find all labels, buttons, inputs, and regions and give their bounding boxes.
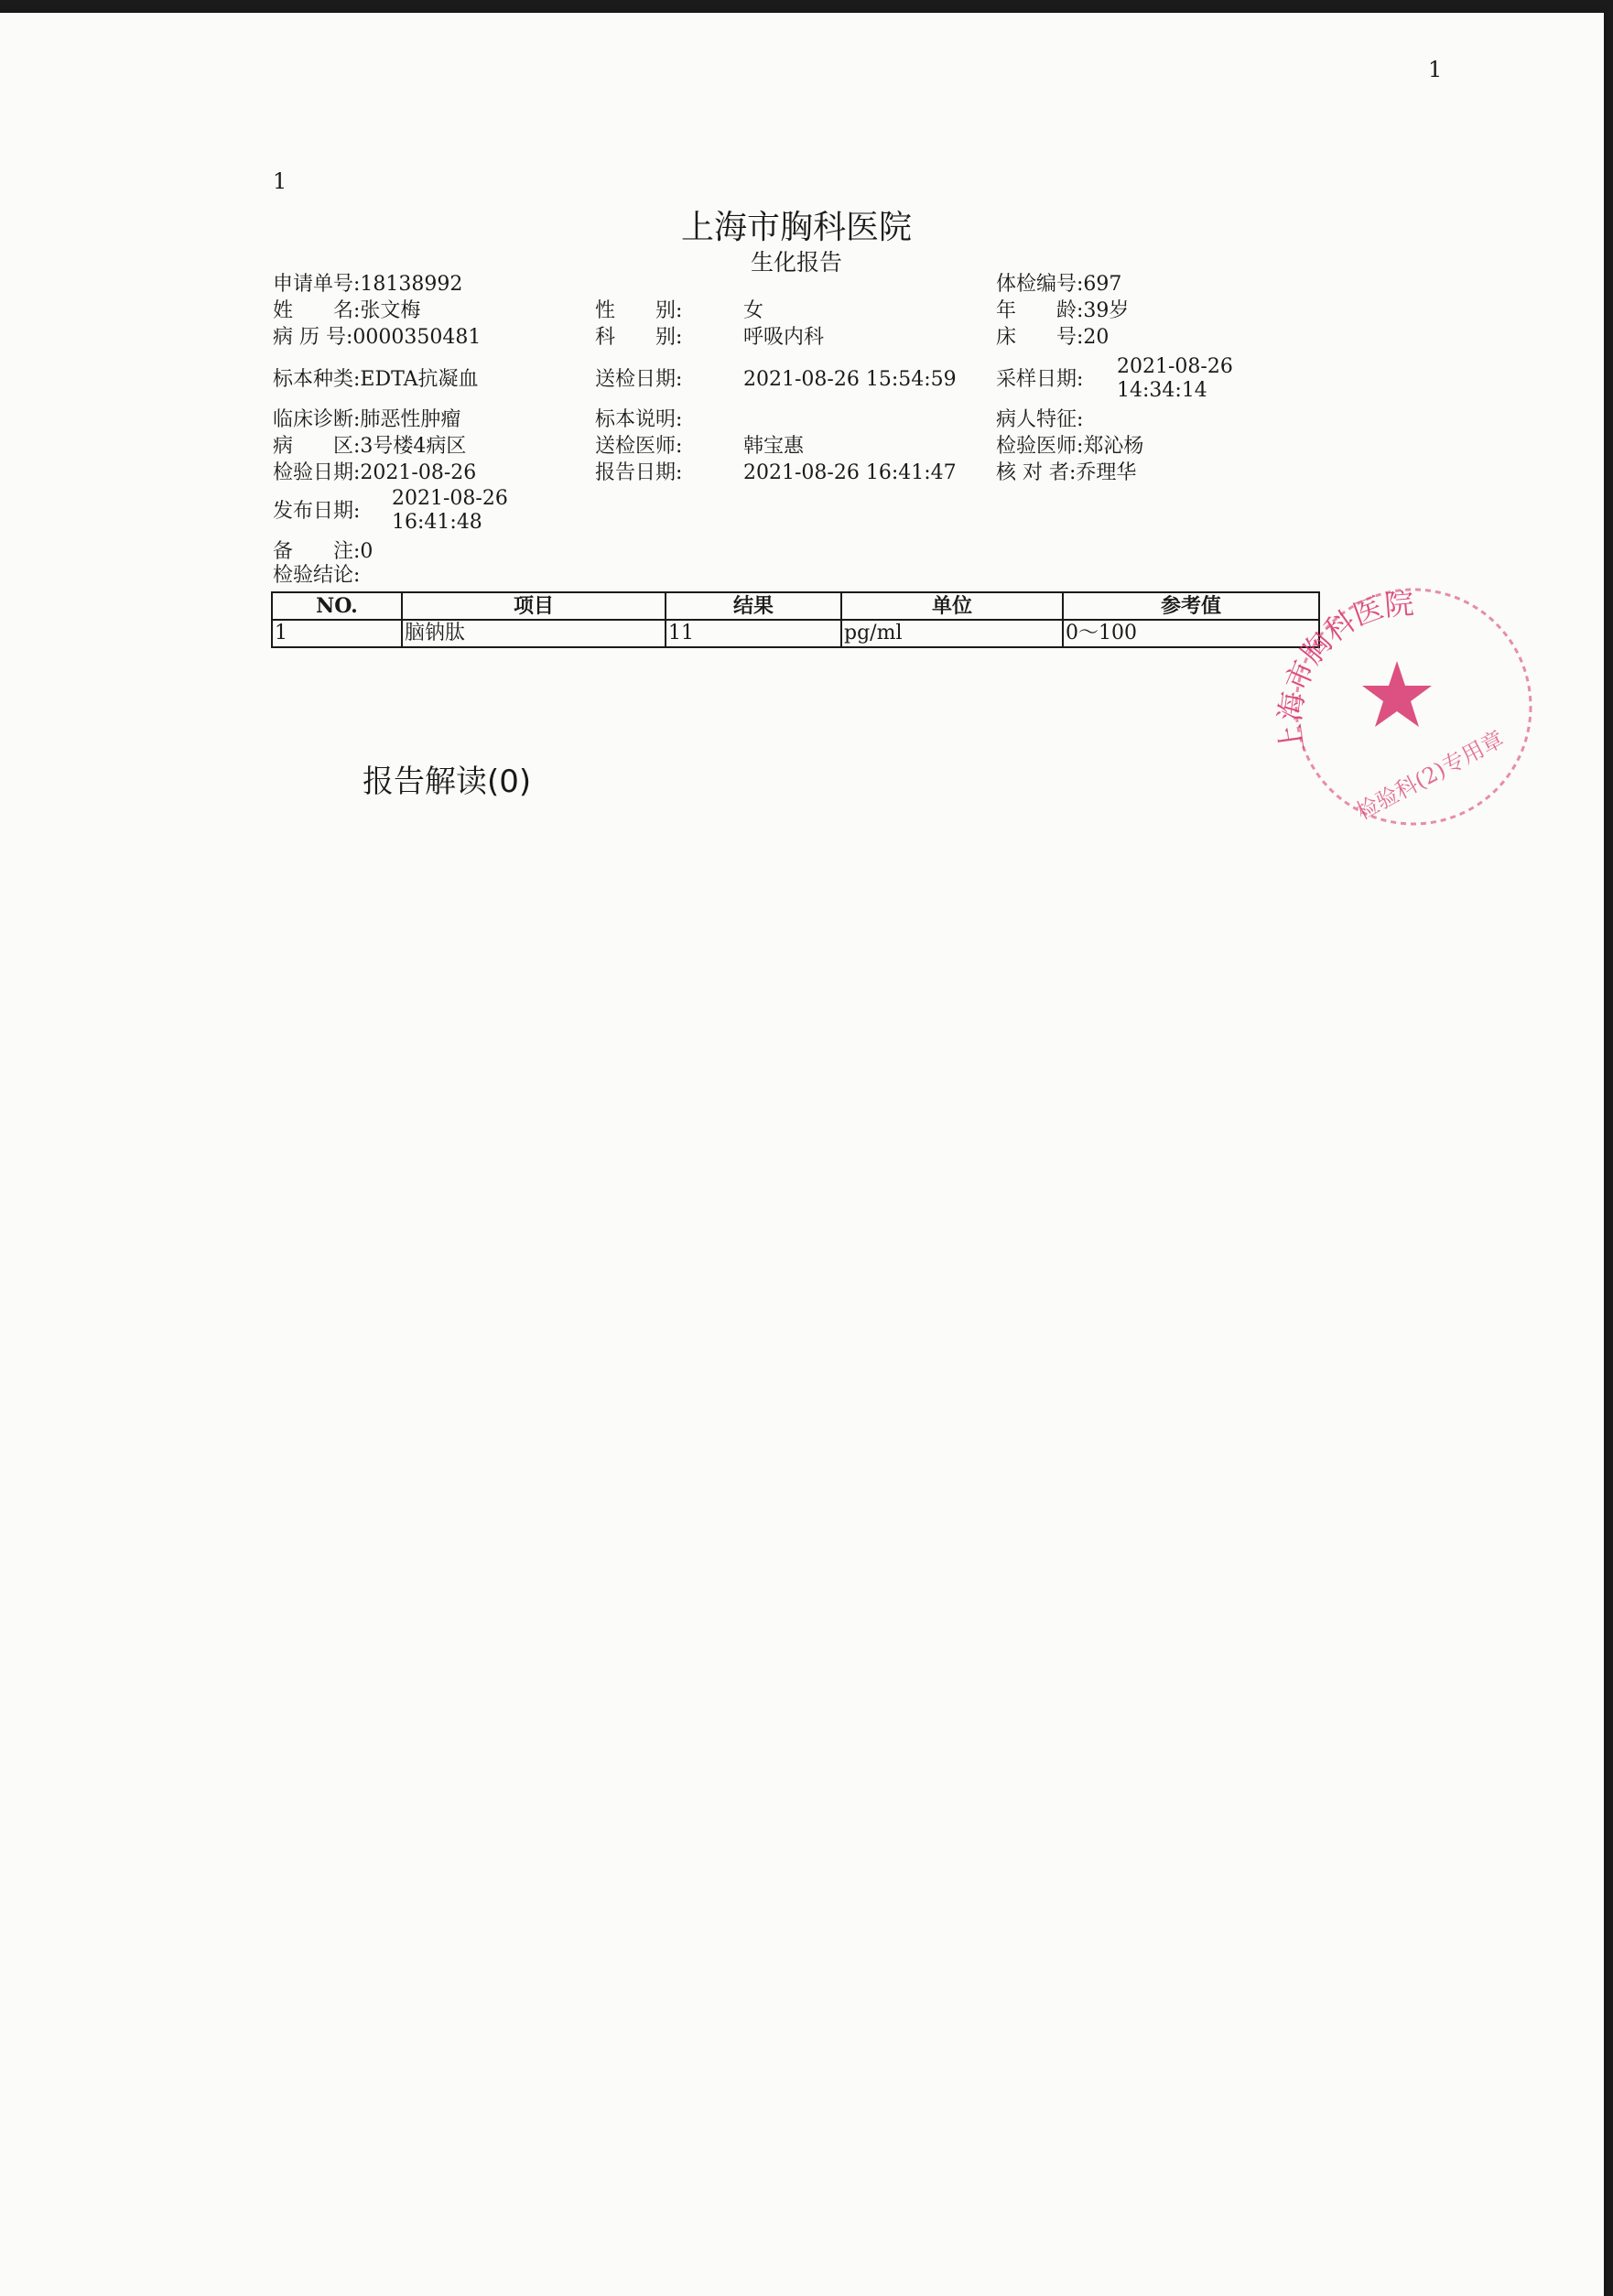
stamp-outer-text: 上海市胸科医院 xyxy=(1272,586,1415,756)
field-value-line2: 14:34:14 xyxy=(1117,379,1207,402)
field-sex xyxy=(595,299,763,323)
page-number-top: 1 xyxy=(1428,57,1443,82)
field-lab-doctor xyxy=(996,435,1143,459)
field-publish-date-value xyxy=(392,487,508,535)
column-header-no: NO. xyxy=(272,592,402,620)
cell-no: 1 xyxy=(272,620,402,647)
field-label: 标本说明: xyxy=(595,408,683,431)
field-value: 20 xyxy=(1083,326,1110,349)
report-paper xyxy=(0,13,1604,2296)
field-value: 18138992 xyxy=(360,273,463,296)
report-interpretation-link[interactable]: 报告解读(0) xyxy=(363,764,532,800)
field-label: 性 别: xyxy=(595,299,683,322)
field-record-no xyxy=(273,326,481,350)
field-value: 2021-08-26 16:41:47 xyxy=(743,461,957,484)
field-conclusion xyxy=(273,564,360,588)
field-app-no xyxy=(273,273,462,297)
field-send-doctor xyxy=(595,435,804,459)
stamp-inner-text: 检验科(2)专用章 xyxy=(1352,725,1509,826)
field-value-line1: 2021-08-26 xyxy=(1117,355,1233,378)
results-table xyxy=(271,591,1320,648)
field-label: 年 龄: xyxy=(996,299,1084,322)
page-number-left: 1 xyxy=(273,168,287,194)
column-header-unit: 单位 xyxy=(841,592,1063,620)
field-value: 乔理华 xyxy=(1076,461,1137,484)
field-value-line1: 2021-08-26 xyxy=(392,487,508,510)
hospital-name: 上海市胸科医院 xyxy=(680,209,912,246)
field-value: 0 xyxy=(360,540,373,563)
cell-item: 脑钠肽 xyxy=(402,620,666,647)
field-checker xyxy=(996,461,1136,485)
field-specimen-note xyxy=(595,408,682,432)
field-label: 姓 名: xyxy=(273,299,361,322)
field-label: 检验医师: xyxy=(996,435,1084,458)
field-patient-features xyxy=(996,408,1083,432)
field-label: 送检日期: xyxy=(595,368,683,391)
field-label: 标本种类: xyxy=(273,368,361,391)
field-send-date xyxy=(595,368,957,392)
column-header-item: 项目 xyxy=(402,592,666,620)
field-diagnosis xyxy=(273,408,460,432)
field-label: 病 区: xyxy=(273,435,361,458)
field-dept xyxy=(595,326,824,350)
field-sample-date-label xyxy=(996,368,1083,392)
field-value: 3号楼4病区 xyxy=(360,435,467,458)
field-value: 39岁 xyxy=(1083,299,1130,322)
column-header-result: 结果 xyxy=(666,592,841,620)
field-label: 病人特征: xyxy=(996,408,1084,431)
report-type: 生化报告 xyxy=(750,249,842,276)
field-label: 送检医师: xyxy=(595,435,683,458)
field-value: 2021-08-26 xyxy=(360,461,477,484)
field-label: 备 注: xyxy=(273,540,361,563)
field-label: 申请单号: xyxy=(273,273,361,296)
field-publish-date-label xyxy=(273,500,360,524)
field-bed xyxy=(996,326,1109,350)
field-value: 肺恶性肿瘤 xyxy=(360,408,461,431)
cell-reference: 0～100 xyxy=(1063,620,1319,647)
field-age xyxy=(996,299,1129,323)
field-label: 病 历 号: xyxy=(273,326,353,349)
hospital-stamp xyxy=(1260,569,1562,835)
field-value: 697 xyxy=(1083,273,1122,296)
field-report-date xyxy=(595,461,957,485)
field-specimen xyxy=(273,368,478,392)
field-label: 体检编号: xyxy=(996,273,1084,296)
field-name xyxy=(273,299,420,323)
field-value: 张文梅 xyxy=(360,299,421,322)
field-label: 床 号: xyxy=(996,326,1084,349)
cell-result: 11 xyxy=(666,620,841,647)
field-remark xyxy=(273,540,373,564)
field-ward xyxy=(273,435,466,459)
field-value: 呼吸内科 xyxy=(743,326,825,349)
field-label: 发布日期: xyxy=(273,500,361,523)
star-icon xyxy=(1362,661,1432,727)
field-sample-date-value xyxy=(1117,355,1233,403)
cell-unit: pg/ml xyxy=(841,620,1063,647)
field-test-date xyxy=(273,461,476,485)
field-label: 临床诊断: xyxy=(273,408,361,431)
field-label: 核 对 者: xyxy=(996,461,1077,484)
table-header-row xyxy=(272,592,1319,620)
column-header-reference: 参考值 xyxy=(1063,592,1319,620)
field-label: 检验结论: xyxy=(273,564,361,587)
field-value: 女 xyxy=(743,299,764,322)
field-label: 检验日期: xyxy=(273,461,361,484)
field-label: 科 别: xyxy=(595,326,683,349)
field-value: 2021-08-26 15:54:59 xyxy=(743,368,957,391)
table-row xyxy=(272,620,1319,647)
field-value-line2: 16:41:48 xyxy=(392,511,482,534)
field-value: 郑沁杨 xyxy=(1083,435,1144,458)
field-label: 报告日期: xyxy=(595,461,683,484)
field-exam-no xyxy=(996,273,1121,297)
field-value: 韩宝惠 xyxy=(743,435,805,458)
field-value: 0000350481 xyxy=(352,326,482,349)
field-value: EDTA抗凝血 xyxy=(360,368,479,391)
field-label: 采样日期: xyxy=(996,368,1084,391)
